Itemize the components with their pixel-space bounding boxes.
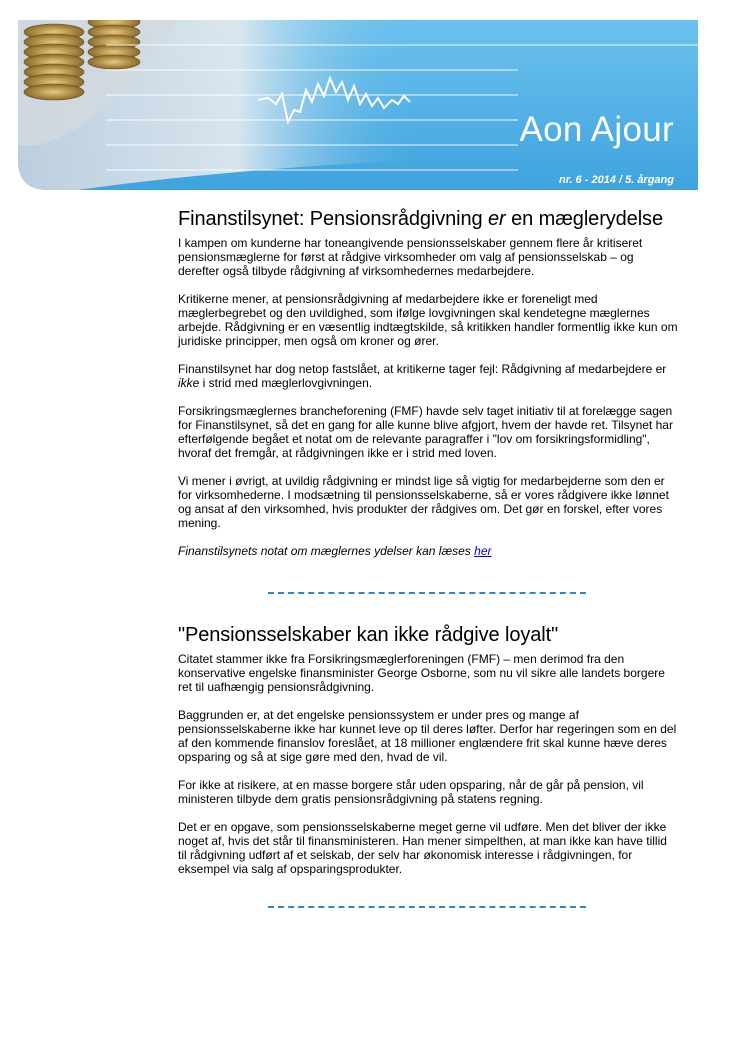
banner-graphic — [18, 20, 698, 190]
paragraph: Finanstilsynet har dog netop fastslået, at kritikerne tager fejl: Rådgivning af medarbejdere er ikke i strid med mæglerlovgivningen. — [178, 362, 667, 390]
notat-note: Finanstilsynets notat om mæglernes ydelser kan læses her — [178, 544, 492, 558]
paragraph: Citatet stammer ikke fra Forsikringsmæglerforeningen (FMF) – men derimod fra den konservative engelske finansminister George Osborne, som nu vil sikre alle landets borgere ret til uafhængig pensionsrådgivning. — [178, 652, 665, 694]
issue-label: nr. 6 - 2014 / 5. årgang — [559, 174, 674, 186]
article-title: Finanstilsynet: Pensionsrådgivning er en mæglerydelse — [178, 208, 663, 230]
paragraph: Vi mener i øvrigt, at uvildig rådgivning er mindst lige så vigtig for medarbejderne som den er for virksomhederne. I modsætning til pensionsselskaberne, så er vores rådgivere ikke lønnet og ansat af den virksomhed, hvis produkter der rådgives om. Det gør en forskel, efter vores mening. — [178, 474, 669, 530]
paragraph: Kritikerne mener, at pensionsrådgivning af medarbejdere ikke er foreneligt med mæglerbegrebet og den uvildighed, som ifølge lovgivningen skal kendetegne mæglernes arbejde. Rådgivning er en væsentlig indtægtskilde, så kritikken handler formentlig ikke kun om juridiske principper, men også om kroner og ører. — [178, 292, 678, 348]
article-title: "Pensionsselskaber kan ikke rådgive loyalt" — [178, 624, 559, 646]
section-divider — [268, 906, 586, 908]
brand-title: Aon Ajour — [519, 110, 674, 149]
article-finanstilsynet — [178, 208, 678, 572]
paragraph: Forsikringsmæglernes brancheforening (FMF) havde selv taget initiativ til at forelægge sagen for Finanstilsynet, så det en gang for alle kunne blive afgjort, hvem der havde ret. Tilsynet har efterfølgende begået et notat om de relevante paragraffer i "lov om forsikringsformidling", hvoraf det fremgår, at rådgivningen ikke er i strid med loven. — [178, 404, 673, 460]
paragraph: I kampen om kunderne har toneangivende pensionsselskaber gennem flere år kritiseret pensionsmæglerne for først at rådgive virksomheder om valg af pensionsselskab – og derefter også tilbyde rådgivning af virksomhedernes medarbejdere. — [178, 236, 643, 278]
article-pensionsselskaber — [178, 624, 678, 890]
header-banner — [18, 20, 698, 190]
paragraph: Det er en opgave, som pensionsselskaberne meget gerne vil udføre. Men det bliver der ikke noget af, hvis det står til finansministeren. Han mener simpelthen, at man ikke kan have tillid til rådgivning udført af et selskab, der selv har økonomisk interesse i rådgivningen, for eksempel via salg af opsparingsprodukter. — [178, 820, 667, 876]
notat-link[interactable]: her — [474, 544, 492, 558]
paragraph: Baggrunden er, at det engelske pensionssystem er under pres og mange af pensionsselskaberne ikke har kunnet leve op til deres løfter. Derfor har regeringen som en del af den kommende finanslov foreslået, at 18 millioner englændere frit skal kunne hæve deres opsparing og så at sige gøre med den, hvad de vil. — [178, 708, 677, 764]
paragraph: For ikke at risikere, at en masse borgere står uden opsparing, når de går på pension, vil ministeren tilbyde dem gratis pensionsrådgivning på statens regning. — [178, 778, 644, 806]
section-divider — [268, 592, 586, 594]
